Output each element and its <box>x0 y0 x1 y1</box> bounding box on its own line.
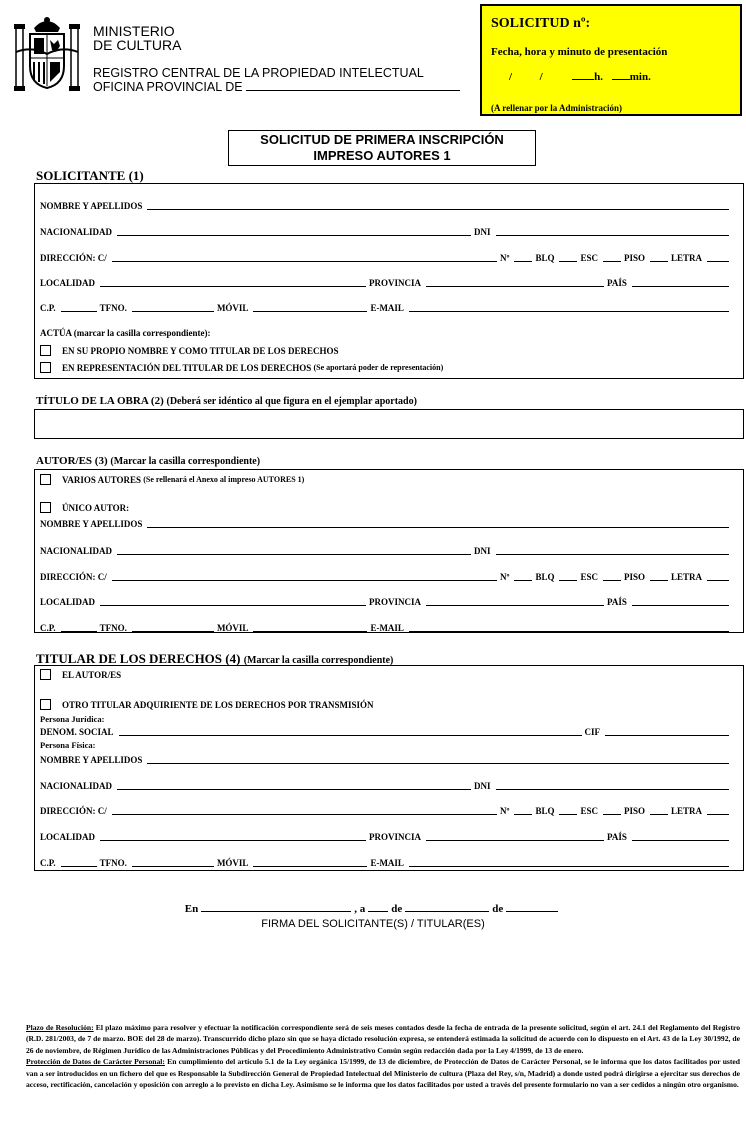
single-author-checkbox[interactable] <box>40 502 51 513</box>
locality-label: LOCALIDAD <box>40 278 96 288</box>
applicant-number-field[interactable] <box>514 254 532 262</box>
several-authors-option[interactable] <box>40 474 304 485</box>
authors-note: (Marcar la casilla correspondiente) <box>110 456 261 467</box>
country-label: PAÍS <box>607 832 627 842</box>
name-label: NOMBRE Y APELLIDOS <box>40 201 143 211</box>
dni-label: DNI <box>474 546 491 556</box>
company-row <box>40 724 732 737</box>
locality-label: LOCALIDAD <box>40 597 96 607</box>
cif-label: CIF <box>584 727 600 737</box>
holder-nationality-row <box>40 778 732 791</box>
dni-label: DNI <box>474 227 491 237</box>
signature-day-field[interactable] <box>368 903 388 912</box>
mobile-label: MÓVIL <box>216 623 249 633</box>
signature-place-date <box>0 903 746 915</box>
holder-locality-row <box>40 829 732 842</box>
author-locality-field[interactable] <box>100 598 366 606</box>
province-label: PROVINCIA <box>369 597 422 607</box>
phone-label: TFNO. <box>99 623 127 633</box>
holder-stair-field[interactable] <box>603 807 621 815</box>
author-block-field[interactable] <box>559 573 577 581</box>
number-label: Nº <box>499 253 510 263</box>
holder-floor-field[interactable] <box>650 807 668 815</box>
author-holder-checkbox[interactable] <box>40 669 51 680</box>
phone-label: TFNO. <box>99 303 127 313</box>
letter-label: LETRA <box>670 253 702 263</box>
name-label: NOMBRE Y APELLIDOS <box>40 755 143 765</box>
holder-dni-field[interactable] <box>496 782 729 790</box>
country-label: PAÍS <box>607 597 627 607</box>
signature-caption: FIRMA DEL SOLICITANTE(S) / TITULAR(ES) <box>261 918 485 930</box>
author-phone-field[interactable] <box>132 624 214 632</box>
representative-checkbox[interactable] <box>40 362 51 373</box>
letter-label: LETRA <box>670 572 702 582</box>
work-title-label: TÍTULO DE LA OBRA (2) <box>36 395 164 407</box>
applicant-stair-field[interactable] <box>603 254 621 262</box>
acts-representative-option[interactable] <box>40 362 443 373</box>
admin-box-date-fields <box>509 71 651 83</box>
applicant-nationality-row <box>40 224 732 237</box>
representative-label: EN REPRESENTACIÓN DEL TITULAR DE LOS DERECHOS <box>62 362 312 373</box>
author-holder-option[interactable] <box>40 669 121 680</box>
author-country-field[interactable] <box>632 598 729 606</box>
holder-name-row <box>40 752 732 765</box>
rights-holder-label: TITULAR DE LOS DERECHOS (4) <box>36 651 241 666</box>
signature-year-field[interactable] <box>506 903 558 912</box>
applicant-name-row <box>40 198 732 211</box>
several-authors-note: (Se rellenará el Anexo al impreso AUTORES 1) <box>143 475 305 484</box>
signature-de2-label: de <box>492 903 504 915</box>
cif-field[interactable] <box>605 728 729 736</box>
holder-name-field[interactable] <box>147 756 729 764</box>
legal-data-protection-body: En cumplimiento del artículo 5.1 de la Ley orgánica 15/1999, de 13 de diciembre, de Protección de Datos de Carácter Personal, se le informa que los datos facilitados por usted van a ser introducidos en un fichero del que es Responsable la Subdirección General de Propiedad Intelectual del Ministerio de cultura (Plaza del Rey, s/n, Madrid) a donde usted podrá dirigirse a ejercitar sus derechos de acceso, rectificación, cancelación y oposición con arreglo a lo previsto en dicha Ley. Asimismo se le informa que los datos facilitados por usted a través del presente formulario no van a ser cedidos a ningún otro organismo. <box>26 1057 740 1090</box>
author-mobile-field[interactable] <box>253 624 367 632</box>
admin-box <box>480 4 742 116</box>
ministry-line-2: DE CULTURA <box>93 37 182 53</box>
company-name-label: DENOM. SOCIAL <box>40 727 114 737</box>
acts-label: ACTÚA (marcar la casilla correspondiente): <box>40 328 211 338</box>
email-label: E-MAIL <box>370 303 404 313</box>
author-name-row <box>40 516 732 529</box>
block-label: BLQ <box>535 572 555 582</box>
province-label: PROVINCIA <box>369 832 422 842</box>
applicant-street-field[interactable] <box>112 254 497 262</box>
other-holder-checkbox[interactable] <box>40 699 51 710</box>
holder-mobile-field[interactable] <box>253 859 367 867</box>
country-label: PAÍS <box>607 278 627 288</box>
single-author-option[interactable] <box>40 502 129 513</box>
rights-holder-note: (Marcar la casilla correspondiente) <box>243 655 394 666</box>
holder-block-field[interactable] <box>559 807 577 815</box>
admin-box-title: SOLICITUD nº: <box>491 16 591 31</box>
applicant-phone-field[interactable] <box>132 304 214 312</box>
email-label: E-MAIL <box>370 623 404 633</box>
holder-contact-row <box>40 855 732 868</box>
author-letter-field[interactable] <box>707 573 729 581</box>
own-name-checkbox[interactable] <box>40 345 51 356</box>
applicant-email-field[interactable] <box>409 304 729 312</box>
applicant-heading: SOLICITANTE (1) <box>36 168 144 183</box>
number-label: Nº <box>499 806 510 816</box>
address-label: DIRECCIÓN: C/ <box>40 806 107 816</box>
own-name-label: EN SU PROPIO NOMBRE Y COMO TITULAR DE LOS DERECHOS <box>62 345 339 356</box>
date-slash-2: / <box>539 71 543 83</box>
holder-address-row <box>40 803 732 816</box>
floor-label: PISO <box>623 572 645 582</box>
hour-field[interactable] <box>572 71 594 80</box>
postcode-label: C.P. <box>40 623 56 633</box>
other-holder-label: OTRO TITULAR ADQUIRIENTE DE LOS DERECHOS POR TRANSMISIÓN <box>62 699 374 710</box>
author-street-field[interactable] <box>112 573 497 581</box>
office-field[interactable] <box>246 81 460 91</box>
holder-letter-field[interactable] <box>707 807 729 815</box>
form-title-line-2: IMPRESO AUTORES 1 <box>313 148 451 163</box>
author-dni-field[interactable] <box>496 547 729 555</box>
applicant-country-field[interactable] <box>632 279 729 287</box>
author-locality-row <box>40 594 732 607</box>
applicant-postcode-field[interactable] <box>61 304 97 312</box>
applicant-province-field[interactable] <box>426 279 604 287</box>
email-label: E-MAIL <box>370 858 404 868</box>
holder-email-field[interactable] <box>409 859 729 867</box>
holder-province-field[interactable] <box>426 833 604 841</box>
province-label: PROVINCIA <box>369 278 422 288</box>
applicant-contact-row <box>40 300 732 313</box>
signature-a-label: , a <box>354 903 366 915</box>
mobile-label: MÓVIL <box>216 303 249 313</box>
block-label: BLQ <box>535 806 555 816</box>
minute-suffix: min. <box>629 71 651 83</box>
registry-line-1: REGISTRO CENTRAL DE LA PROPIEDAD INTELECTUAL <box>93 66 424 80</box>
author-number-field[interactable] <box>514 573 532 581</box>
applicant-dni-field[interactable] <box>496 228 729 236</box>
nationality-label: NACIONALIDAD <box>40 781 113 791</box>
applicant-name-field[interactable] <box>147 202 729 210</box>
authors-label: AUTOR/ES (3) <box>36 455 108 467</box>
postcode-label: C.P. <box>40 303 56 313</box>
author-name-field[interactable] <box>147 520 729 528</box>
admin-box-subtitle: Fecha, hora y minuto de presentación <box>491 46 668 58</box>
nationality-label: NACIONALIDAD <box>40 227 113 237</box>
postcode-label: C.P. <box>40 858 56 868</box>
registry-name <box>93 66 460 94</box>
work-title-field[interactable] <box>34 409 744 439</box>
legal-person-label: Persona Jurídica: <box>40 714 105 724</box>
admin-box-note: (A rellenar por la Administración) <box>491 103 623 113</box>
legal-notice <box>26 1022 740 1090</box>
applicant-floor-field[interactable] <box>650 254 668 262</box>
locality-label: LOCALIDAD <box>40 832 96 842</box>
minute-field[interactable] <box>612 71 630 80</box>
several-authors-label: VARIOS AUTORES <box>62 474 141 485</box>
phone-label: TFNO. <box>99 858 127 868</box>
signature-place-field[interactable] <box>201 903 351 912</box>
form-title-line-1: SOLICITUD DE PRIMERA INSCRIPCIÓN <box>260 132 504 147</box>
signature-de1-label: de <box>391 903 403 915</box>
author-nationality-row <box>40 543 732 556</box>
date-slash-1: / <box>509 71 513 83</box>
applicant-locality-field[interactable] <box>100 279 366 287</box>
author-contact-row <box>40 620 732 633</box>
floor-label: PISO <box>623 253 645 263</box>
holder-nationality-field[interactable] <box>117 782 471 790</box>
author-holder-label: EL AUTOR/ES <box>62 669 122 680</box>
number-label: Nº <box>499 572 510 582</box>
holder-phone-field[interactable] <box>132 859 214 867</box>
form-title <box>228 130 536 166</box>
holder-country-field[interactable] <box>632 833 729 841</box>
applicant-block-field[interactable] <box>559 254 577 262</box>
holder-locality-field[interactable] <box>100 833 366 841</box>
applicant-letter-field[interactable] <box>707 254 729 262</box>
author-province-field[interactable] <box>426 598 604 606</box>
mobile-label: MÓVIL <box>216 858 249 868</box>
acts-own-name-option[interactable] <box>40 345 338 356</box>
holder-street-field[interactable] <box>112 807 497 815</box>
author-nationality-field[interactable] <box>117 547 471 555</box>
name-label: NOMBRE Y APELLIDOS <box>40 519 143 529</box>
ministry-line-1: MINISTERIO <box>93 23 175 39</box>
stair-label: ESC <box>580 253 598 263</box>
signature-en-label: En <box>184 903 199 915</box>
address-label: DIRECCIÓN: C/ <box>40 253 107 263</box>
applicant-nationality-field[interactable] <box>117 228 471 236</box>
applicant-address-row <box>40 250 732 263</box>
block-label: BLQ <box>535 253 555 263</box>
letter-label: LETRA <box>670 806 702 816</box>
author-email-field[interactable] <box>409 624 729 632</box>
author-address-row <box>40 569 732 582</box>
floor-label: PISO <box>623 806 645 816</box>
stair-label: ESC <box>580 806 598 816</box>
legal-data-protection-head: Protección de Datos de Carácter Personal: <box>26 1057 165 1067</box>
legal-resolution-head: Plazo de Resolución: <box>26 1023 94 1032</box>
ministry-name <box>93 24 181 52</box>
legal-paragraph-data-protection <box>26 1056 740 1090</box>
legal-paragraph-resolution <box>26 1022 740 1056</box>
other-holder-option[interactable] <box>40 699 373 710</box>
signature-month-field[interactable] <box>405 903 489 912</box>
representative-note: (Se aportará poder de representación) <box>313 363 444 372</box>
author-floor-field[interactable] <box>650 573 668 581</box>
company-name-field[interactable] <box>119 728 582 736</box>
dni-label: DNI <box>474 781 491 791</box>
natural-person-label: Persona Física: <box>40 740 96 750</box>
work-title-note: (Deberá ser idéntico al que figura en el ejemplar aportado) <box>166 396 417 407</box>
holder-number-field[interactable] <box>514 807 532 815</box>
coat-of-arms-icon <box>12 14 82 96</box>
several-authors-checkbox[interactable] <box>40 474 51 485</box>
applicant-mobile-field[interactable] <box>253 304 367 312</box>
single-author-label: ÚNICO AUTOR: <box>62 502 130 513</box>
holder-postcode-field[interactable] <box>61 859 97 867</box>
registry-line-2: OFICINA PROVINCIAL DE <box>93 80 243 94</box>
hour-suffix: h. <box>594 71 603 83</box>
address-label: DIRECCIÓN: C/ <box>40 572 107 582</box>
author-postcode-field[interactable] <box>61 624 97 632</box>
applicant-locality-row <box>40 275 732 288</box>
stair-label: ESC <box>580 572 598 582</box>
author-stair-field[interactable] <box>603 573 621 581</box>
authors-heading <box>36 455 260 467</box>
nationality-label: NACIONALIDAD <box>40 546 113 556</box>
work-title-heading <box>36 395 417 407</box>
legal-resolution-body: El plazo máximo para resolver y efectuar la notificación correspondiente será de seis meses contados desde la fecha de entrada de la presente solicitud, según el art. 24.1 del Reglamento del Registro (R.D. 281/2003, de 7 de marzo. BOE del 28 de marzo). Transcurrido dicho plazo sin que se haya dictado resolución expresa, se entenderá estimada la solicitud de acuerdo con lo dispuesto en el Art. 43 de la Ley 30/1992, de 26 de noviembre, de Régimen Jurídico de las Administraciones Públicas y del Procedimiento Administrativo Común según redacción dada por la Ley 4/1999, de 13 de enero. <box>26 1023 740 1055</box>
